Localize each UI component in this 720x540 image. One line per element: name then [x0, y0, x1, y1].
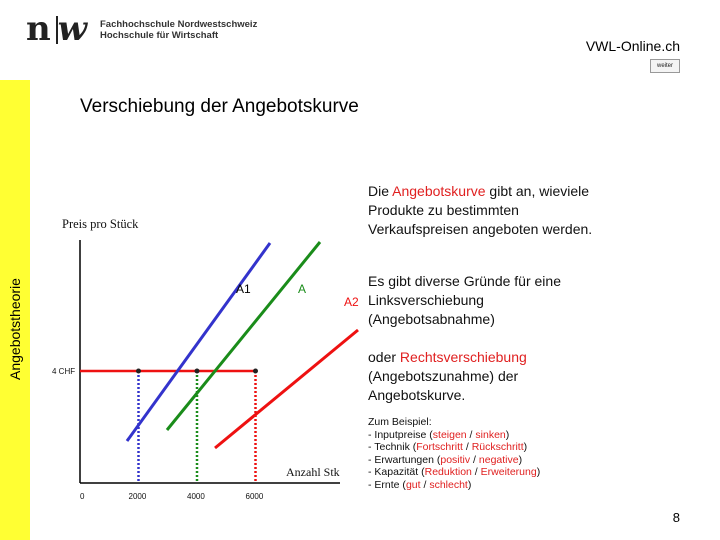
definition-highlight: Angebotskurve: [392, 183, 486, 199]
example-keyword: Reduktion: [424, 466, 472, 478]
institution-line-1: Fachhochschule Nordwestschweiz: [100, 19, 258, 30]
supply-curve-a1: [127, 243, 270, 441]
example-text: /: [470, 453, 479, 466]
right-shift-text-end: (Angebotszunahme) der Angebotskurve.: [368, 368, 519, 403]
x-tick-label: 0: [80, 492, 85, 501]
supply-shift-chart: [40, 200, 360, 510]
brand-title: VWL-Online.ch: [585, 38, 680, 54]
example-text: - Technik (: [368, 441, 417, 453]
institution-name: [100, 19, 257, 41]
definition-text-start: Die: [368, 183, 393, 199]
example-text: - Ernte (: [368, 478, 406, 491]
example-keyword: Fortschritt: [416, 441, 463, 453]
example-text: /: [466, 428, 476, 441]
example-text: ): [536, 466, 541, 478]
example-keyword: Rückschritt: [471, 441, 524, 453]
example-item: [368, 454, 540, 467]
supply-curve-a2: [215, 330, 358, 448]
example-text: /: [471, 466, 481, 478]
definition-text-end: gibt an, wieviele Produkte zu bestimmten Verkaufspreisen angeboten werden.: [368, 183, 593, 237]
example-item: [368, 479, 540, 492]
example-text: - Erwartungen (: [368, 453, 441, 466]
x-tick-label: 2000: [128, 492, 147, 501]
example-item: [368, 429, 540, 442]
right-shift-text-start: oder: [368, 349, 400, 365]
x-tick-label: 4000: [187, 492, 205, 501]
left-shift-text: Es gibt diverse Gründe für eine Linksverschiebung (Angebotsabnahme): [368, 273, 561, 327]
example-keyword: positiv: [440, 453, 471, 466]
examples-title: Zum Beispiel:: [368, 416, 432, 428]
supply-curve-a: [167, 242, 320, 430]
example-keyword: schlecht: [429, 478, 468, 491]
intersection-point: [195, 369, 200, 374]
right-shift-text: [368, 348, 568, 405]
example-text: ): [505, 428, 510, 441]
series-label: A1: [236, 282, 251, 296]
next-button[interactable]: weiter: [650, 59, 680, 73]
series-label: A2: [344, 295, 359, 309]
example-text: /: [462, 441, 472, 453]
slide-title: Verschiebung der Angebotskurve: [80, 96, 359, 117]
example-text: ): [518, 453, 523, 466]
example-text: ): [467, 478, 472, 491]
example-text: - Inputpreise (: [368, 428, 433, 441]
page-number: 8: [672, 510, 680, 525]
sidebar: [0, 80, 30, 380]
institution-line-2: Hochschule für Wirtschaft: [100, 30, 219, 41]
y-tick-label: 4 CHF: [52, 367, 76, 376]
right-shift-highlight: Rechtsverschiebung: [399, 349, 527, 365]
examples-list: [368, 416, 540, 491]
example-text: - Kapazität (: [368, 466, 425, 478]
example-keyword: steigen: [432, 428, 467, 441]
x-axis-label: Anzahl Stk: [286, 465, 340, 479]
y-axis-label: Preis pro Stück: [62, 217, 139, 231]
example-keyword: sinken: [475, 428, 506, 441]
example-item: [368, 441, 540, 454]
logo-n: n: [26, 9, 50, 49]
example-text: ): [523, 441, 528, 453]
logo-w: w: [57, 9, 87, 49]
logo-separator: [56, 16, 58, 44]
definition-text: [368, 182, 608, 239]
example-keyword: gut: [405, 478, 421, 491]
sidebar-label: Angebotstheorie: [7, 278, 23, 380]
example-text: /: [420, 478, 430, 491]
intersection-point: [136, 369, 141, 374]
example-item: [368, 466, 540, 479]
intersection-point: [253, 369, 258, 374]
example-keyword: Erweiterung: [480, 466, 537, 478]
example-keyword: negative: [478, 453, 519, 466]
x-tick-label: 6000: [245, 492, 264, 501]
series-label: A: [298, 282, 307, 296]
